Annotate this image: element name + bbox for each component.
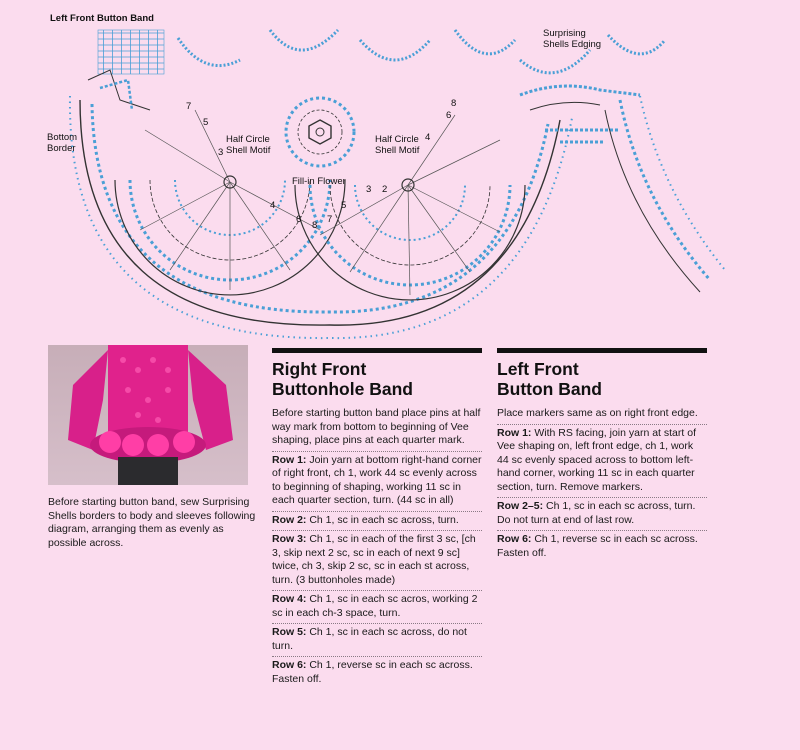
label-surprising-shells-edging: Surprising Shells Edging [543, 28, 602, 50]
row-text: Ch 1, reverse sc in each sc across. Fasten off. [497, 533, 698, 559]
label-fill-in-flower: Fill-in Flower [292, 176, 346, 187]
row-label: Row 1: [272, 453, 307, 466]
left-edging-lines [88, 70, 150, 110]
row-number: 7 [186, 101, 192, 112]
row-label: Row 6: [272, 659, 307, 671]
row-number: 4 [270, 200, 276, 211]
left-front-button-band [497, 348, 707, 563]
row-number: 3 [366, 184, 372, 195]
row-number: 5 [341, 200, 347, 211]
row-instruction [272, 452, 482, 512]
row-text: With RS facing, join yarn at start of Vee shaping on, left front edge, ch 1, work 44 sc evenly spaced across to bottom left-hand corner, working 11 sc in each quarter section, turn. Remove markers. [497, 426, 696, 493]
garment-photo [48, 345, 248, 485]
label-half-circle-shell-motif-left: Half Circle Shell Motif [226, 134, 271, 156]
row-number: 4 [425, 132, 431, 143]
row-label: Row 2: [272, 513, 307, 526]
row-text: Ch 1, sc in each sc acros, working 2 sc in each ch-3 space, turn. [272, 593, 478, 619]
row-text: Ch 1, sc in each sc across, turn. [306, 513, 459, 526]
garment-illustration [48, 345, 248, 485]
bottom-border-arc [70, 96, 572, 338]
intro-paragraph: Place markers same as on right front edge. [497, 405, 707, 425]
intro-paragraph: Before starting button band place pins at half way mark from bottom to beginning of Vee shaping, place pins at each quarter mark. [272, 405, 482, 452]
row-text: Ch 1, sc in each sc across, do not turn. [272, 626, 467, 652]
row-label: Row 1: [497, 426, 532, 439]
crochet-diagram [0, 0, 800, 340]
right-front-buttonhole-band [272, 348, 482, 689]
right-edging-lines [520, 86, 725, 292]
row-instruction [497, 425, 707, 499]
row-text: Ch 1, sc in each sc across, turn. Do not turn at end of last row. [497, 500, 696, 526]
row-number: 3 [218, 147, 224, 158]
label-half-circle-shell-motif-right: Half Circle Shell Motif [375, 134, 420, 156]
row-instruction [497, 531, 707, 563]
label-left-front-button-band: Left Front Button Band [50, 13, 154, 24]
row-instruction [272, 512, 482, 532]
section-rule [497, 348, 707, 353]
row-text: Ch 1, sc in each of the first 3 sc, [ch 3, skip next 2 sc, sc in each of next 9 sc] twice, ch 3, skip 2 sc, sc in each st across, turn. (3 buttonholes made) [272, 533, 476, 586]
row-number: 5 [203, 117, 209, 128]
row-number: 8 [451, 98, 457, 109]
row-number: 8 [312, 220, 318, 231]
row-instruction [272, 657, 482, 689]
row-instruction [272, 591, 482, 624]
row-text: Ch 1, reverse sc in each sc across. Fasten off. [272, 659, 473, 685]
row-label: Row 4: [272, 593, 307, 605]
row-instruction [497, 498, 707, 531]
section-rule [272, 348, 482, 353]
row-label: Row 5: [272, 626, 307, 638]
fill-in-flower [286, 98, 354, 166]
row-label: Row 2–5: [497, 500, 544, 512]
section-title: Left Front Button Band [497, 359, 602, 399]
row-text: Join yarn at bottom right-hand corner of right front, ch 1, work 44 sc evenly across to beginning of shaping, working 11 sc in each quarter section, turn. (44 sc in all) [272, 453, 482, 506]
button-band-chart [98, 30, 164, 74]
row-number: 7 [327, 214, 333, 225]
label-bottom-border: Bottom Border [47, 132, 78, 154]
photo-caption: Before starting button band, sew Surprising Shells borders to body and sleeves following diagram, arranging them as evenly as possible across. [48, 496, 256, 549]
row-number: 6 [446, 110, 452, 121]
row-number: 6 [296, 214, 302, 225]
row-label: Row 6: [497, 533, 532, 545]
row-label: Row 3: [272, 533, 307, 545]
row-instruction [272, 531, 482, 591]
section-title: Right Front Buttonhole Band [272, 359, 413, 399]
row-instruction [272, 624, 482, 657]
row-number: 2 [382, 184, 388, 195]
